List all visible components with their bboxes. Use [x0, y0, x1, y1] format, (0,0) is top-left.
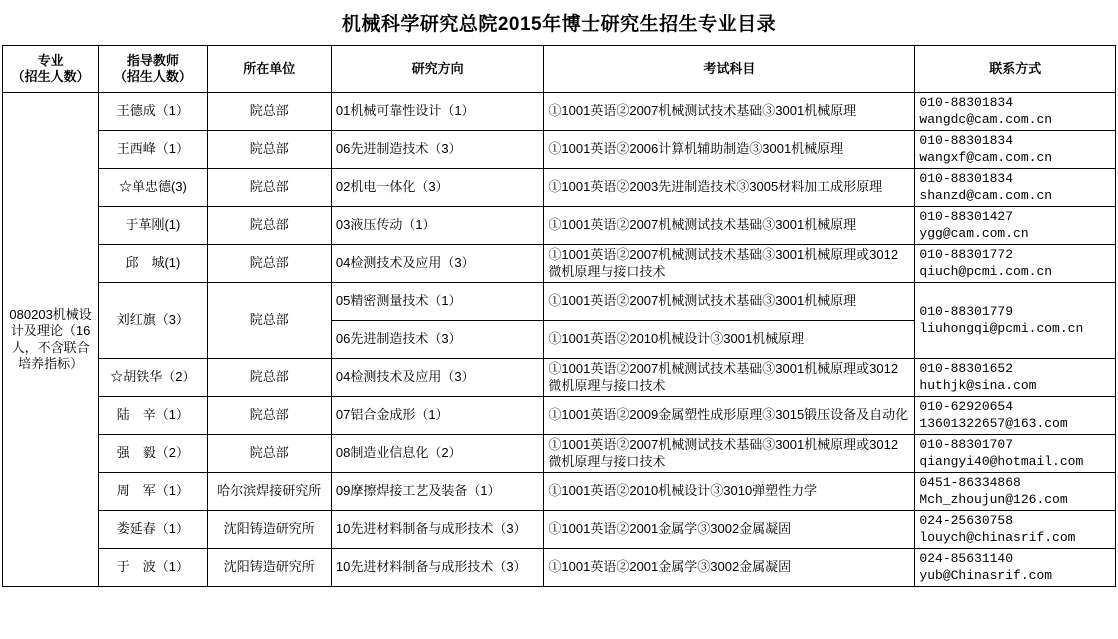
contact-cell — [915, 435, 1116, 473]
contact-email: wangxf@cam.com.cn — [919, 149, 1053, 165]
exam-subjects-cell: ①1001英语②2010机械设计③3010弹塑性力学 — [544, 473, 915, 511]
unit-cell: 院总部 — [207, 131, 331, 169]
unit-cell: 沈阳铸造研究所 — [207, 549, 331, 587]
contact-email: shanzd@cam.com.cn — [919, 187, 1053, 203]
table-row — [3, 549, 1116, 587]
contact-cell — [915, 169, 1116, 207]
contact-phone: 0451-86334868 — [919, 475, 1021, 491]
table-row — [3, 93, 1116, 131]
column-header-major-line1: 专业 — [37, 52, 64, 68]
contact-phone: 010-88301707 — [919, 437, 1014, 453]
contact-email: yub@Chinasrif.com — [919, 567, 1053, 583]
exam-subjects-cell: ①1001英语②2001金属学③3002金属凝固 — [544, 549, 915, 587]
column-header-contact: 联系方式 — [915, 46, 1116, 93]
unit-cell: 哈尔滨焊接研究所 — [207, 473, 331, 511]
direction-cell: 05精密测量技术（1） — [331, 283, 544, 321]
unit-cell: 院总部 — [207, 207, 331, 245]
column-header-teacher — [99, 46, 207, 93]
teacher-cell: 强 毅（2） — [99, 435, 207, 473]
contact-email: huthjk@sina.com — [919, 377, 1037, 393]
table-row — [3, 169, 1116, 207]
teacher-cell: ☆单忠德(3) — [99, 169, 207, 207]
contact-cell — [915, 511, 1116, 549]
direction-cell: 07铝合金成形（1） — [331, 397, 544, 435]
contact-email: Mch_zhoujun@126.com — [919, 491, 1068, 507]
table-row — [3, 131, 1116, 169]
unit-cell: 院总部 — [207, 397, 331, 435]
direction-cell: 06先进制造技术（3） — [331, 131, 544, 169]
direction-cell: 10先进材料制备与成形技术（3） — [331, 511, 544, 549]
exam-subjects-cell: ①1001英语②2007机械测试技术基础③3001机械原理 — [544, 283, 915, 321]
exam-subjects-cell: ①1001英语②2007机械测试技术基础③3001机械原理 — [544, 207, 915, 245]
teacher-cell: 王德成（1） — [99, 93, 207, 131]
table-row — [3, 359, 1116, 397]
teacher-cell: 刘红旗（3） — [99, 283, 207, 359]
direction-cell: 01机械可靠性设计（1） — [331, 93, 544, 131]
column-header-teacher-line1: 指导教师 — [126, 52, 179, 68]
table-row — [3, 397, 1116, 435]
contact-phone: 010-88301834 — [919, 95, 1014, 111]
exam-subjects-cell: ①1001英语②2007机械测试技术基础③3001机械原理或3012微机原理与接口技术 — [544, 359, 915, 397]
contact-phone: 010-62920654 — [919, 399, 1014, 415]
contact-email: louych@chinasrif.com — [919, 529, 1076, 545]
contact-email: wangdc@cam.com.cn — [919, 111, 1053, 127]
contact-cell — [915, 473, 1116, 511]
contact-cell — [915, 283, 1116, 359]
exam-subjects-cell: ①1001英语②2001金属学③3002金属凝固 — [544, 511, 915, 549]
column-header-teacher-line2: （招生人数） — [113, 69, 192, 84]
table-row — [3, 283, 1116, 321]
major-cell: 080203机械设计及理论（16人，不含联合培养指标） — [3, 93, 99, 587]
column-header-direction: 研究方向 — [331, 46, 544, 93]
table-header — [3, 46, 1116, 93]
unit-cell: 院总部 — [207, 93, 331, 131]
page-title: 机械科学研究总院2015年博士研究生招生专业目录 — [341, 14, 777, 35]
column-header-exam: 考试科目 — [544, 46, 915, 93]
direction-cell: 08制造业信息化（2） — [331, 435, 544, 473]
exam-subjects-cell: ①1001英语②2006计算机辅助制造③3001机械原理 — [544, 131, 915, 169]
contact-phone: 010-88301652 — [919, 361, 1014, 377]
direction-cell: 09摩擦焊接工艺及装备（1） — [331, 473, 544, 511]
exam-subjects-cell: ①1001英语②2009金属塑性成形原理③3015锻压设备及自动化 — [544, 397, 915, 435]
teacher-cell: 王西峰（1） — [99, 131, 207, 169]
teacher-cell: ☆胡铁华（2） — [99, 359, 207, 397]
table-row — [3, 207, 1116, 245]
contact-cell — [915, 131, 1116, 169]
contact-phone: 010-88301834 — [919, 171, 1014, 187]
contact-phone: 010-88301427 — [919, 209, 1014, 225]
contact-cell — [915, 359, 1116, 397]
contact-phone: 024-85631140 — [919, 551, 1014, 567]
table-body — [3, 93, 1116, 587]
unit-cell: 院总部 — [207, 435, 331, 473]
exam-subjects-cell: ①1001英语②2007机械测试技术基础③3001机械原理 — [544, 93, 915, 131]
contact-cell — [915, 207, 1116, 245]
contact-cell — [915, 245, 1116, 283]
contact-cell — [915, 549, 1116, 587]
column-header-unit: 所在单位 — [207, 46, 331, 93]
contact-phone: 024-25630758 — [919, 513, 1014, 529]
contact-email: liuhongqi@pcmi.com.cn — [919, 320, 1084, 336]
column-header-major-line2: （招生人数） — [11, 69, 90, 84]
unit-cell: 院总部 — [207, 359, 331, 397]
admissions-catalog-table — [2, 45, 1116, 587]
direction-cell: 04检测技术及应用（3） — [331, 245, 544, 283]
direction-cell: 03液压传动（1） — [331, 207, 544, 245]
direction-cell: 10先进材料制备与成形技术（3） — [331, 549, 544, 587]
direction-cell: 04检测技术及应用（3） — [331, 359, 544, 397]
table-row — [3, 511, 1116, 549]
unit-cell: 院总部 — [207, 245, 331, 283]
unit-cell: 院总部 — [207, 283, 331, 359]
exam-subjects-cell: ①1001英语②2003先进制造技术③3005材料加工成形原理 — [544, 169, 915, 207]
table-row — [3, 245, 1116, 283]
teacher-cell: 周 军（1） — [99, 473, 207, 511]
contact-cell — [915, 93, 1116, 131]
exam-subjects-cell: ①1001英语②2007机械测试技术基础③3001机械原理或3012微机原理与接口技术 — [544, 245, 915, 283]
table-header-row — [3, 46, 1116, 93]
table-row — [3, 473, 1116, 511]
direction-cell: 02机电一体化（3） — [331, 169, 544, 207]
contact-email: ygg@cam.com.cn — [919, 225, 1029, 241]
column-header-major — [3, 46, 99, 93]
contact-cell — [915, 397, 1116, 435]
exam-subjects-cell: ①1001英语②2007机械测试技术基础③3001机械原理或3012微机原理与接口技术 — [544, 435, 915, 473]
table-row — [3, 435, 1116, 473]
unit-cell: 沈阳铸造研究所 — [207, 511, 331, 549]
contact-email: qiangyi40@hotmail.com — [919, 453, 1084, 469]
contact-email: qiuch@pcmi.com.cn — [919, 263, 1053, 279]
teacher-cell: 邱 城(1) — [99, 245, 207, 283]
contact-phone: 010-88301834 — [919, 133, 1014, 149]
unit-cell: 院总部 — [207, 169, 331, 207]
contact-phone: 010-88301779 — [919, 304, 1014, 320]
exam-subjects-cell: ①1001英语②2010机械设计③3001机械原理 — [544, 321, 915, 359]
teacher-cell: 于 波（1） — [99, 549, 207, 587]
teacher-cell: 陆 辛（1） — [99, 397, 207, 435]
direction-cell: 06先进制造技术（3） — [331, 321, 544, 359]
teacher-cell: 娄延春（1） — [99, 511, 207, 549]
contact-phone: 010-88301772 — [919, 247, 1014, 263]
teacher-cell: 于革刚(1) — [99, 207, 207, 245]
contact-email: 13601322657@163.com — [919, 415, 1068, 431]
